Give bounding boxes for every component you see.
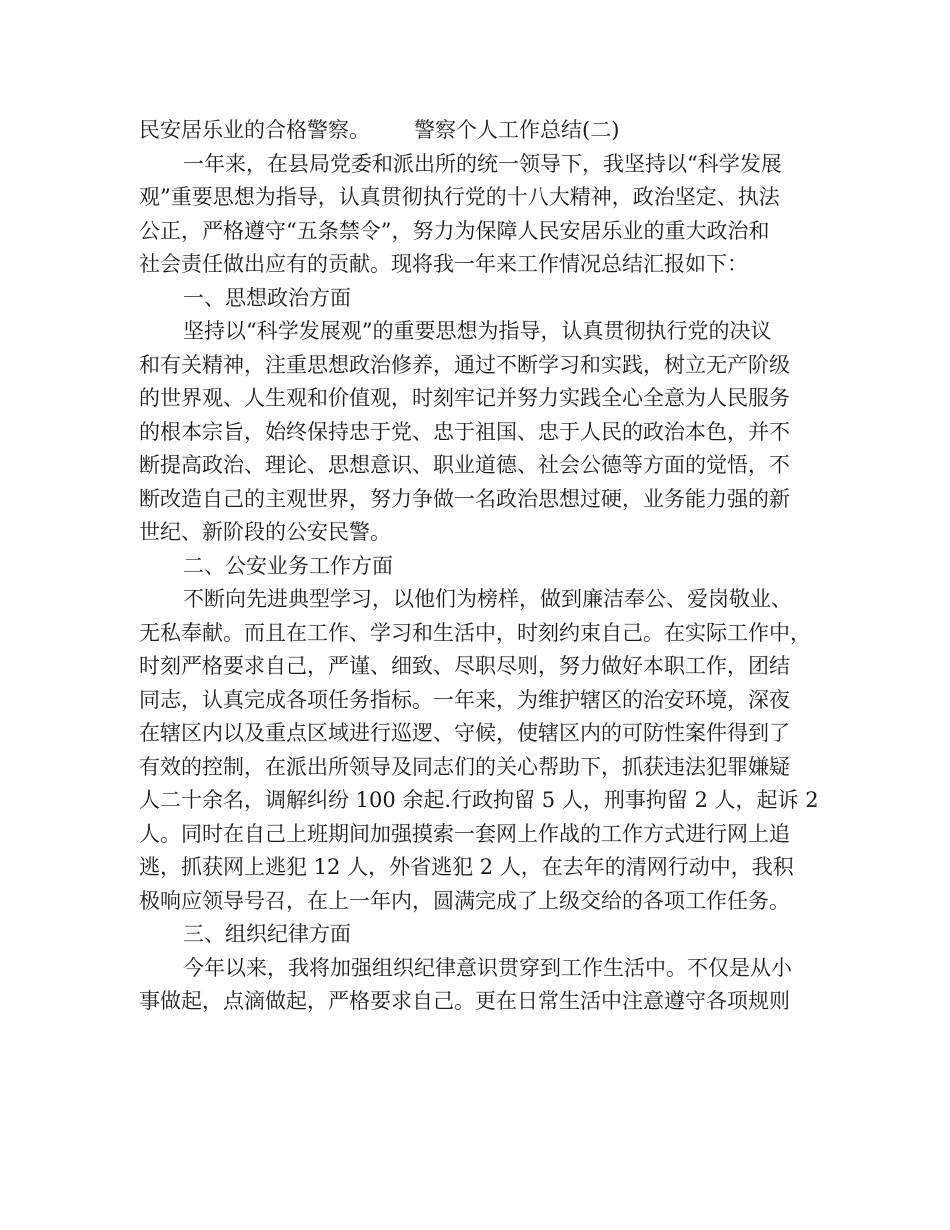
text-line: 的根本宗旨，始终保持忠于党、忠于祖国、忠于人民的政治本色，并不 [139, 419, 790, 444]
text-line: 人。同时在自己上班期间加强摸索一套网上作战的工作方式进行网上追 [139, 821, 790, 846]
text-line: 断改造自己的主观世界，努力争做一名政治思想过硬，业务能力强的新 [139, 486, 790, 511]
text-line: 观”重要思想为指导，认真贯彻执行党的十八大精神，政治坚定、执法 [139, 185, 780, 209]
text-line: 同志，认真完成各项任务指标。一年来，为维护辖区的治安环境，深夜 [139, 687, 790, 712]
text-line: 公正，严格遵守“五条禁令”，努力为保障人民安居乐业的重大政治和 [139, 218, 770, 243]
text-line: 坚持以“科学发展观”的重要思想为指导，认真贯彻执行党的决议 [183, 319, 772, 343]
text-line: 世纪、新阶段的公安民警。 [139, 520, 391, 544]
text-line: 一、思想政治方面 [183, 285, 351, 310]
text-line: 断提高政治、理论、思想意识、职业道德、社会公德等方面的觉悟，不 [139, 453, 790, 477]
text-line: 一年来，在县局党委和派出所的统一领导下，我坚持以“科学发展 [183, 151, 782, 176]
continuation-text: 民安居乐业的合格警察。 [139, 118, 370, 142]
first-line [139, 114, 829, 148]
text-line: 人二十余名，调解纠纷 100 余起.行政拘留 5 人，刑事拘留 2 人，起诉 2 [139, 788, 819, 812]
text-line: 社会责任做出应有的贡献。现将我一年来工作情况总结汇报如下： [139, 252, 748, 276]
document-body [139, 148, 829, 1019]
text-line: 无私奉献。而且在工作、学习和生活中，时刻约束自己。在实际工作中， [139, 620, 811, 645]
document-title: 警察个人工作总结(二) [414, 118, 620, 142]
text-line: 在辖区内以及重点区域进行巡逻、守候，使辖区内的可防性案件得到了 [139, 721, 790, 745]
text-line: 不断向先进典型学习，以他们为榜样，做到廉洁奉公、爱岗敬业、 [183, 587, 792, 611]
text-line: 逃，抓获网上逃犯 12 人，外省逃犯 2 人，在去年的清网行动中，我积 [139, 855, 794, 879]
document-page [139, 114, 829, 1019]
text-line: 和有关精神，注重思想政治修养，通过不断学习和实践，树立无产阶级 [139, 352, 790, 377]
text-line: 三、组织纪律方面 [183, 922, 351, 946]
text-line: 有效的控制，在派出所领导及同志们的关心帮助下，抓获违法犯罪嫌疑 [139, 754, 790, 779]
text-line: 今年以来，我将加强组织纪律意识贯穿到工作生活中。不仅是从小 [183, 955, 792, 980]
text-line: 事做起，点滴做起，严格要求自己。更在日常生活中注意遵守各项规则 [139, 989, 790, 1013]
text-line: 时刻严格要求自己，严谨、细致、尽职尽则，努力做好本职工作，团结 [139, 654, 790, 678]
text-line: 的世界观、人生观和价值观，时刻牢记并努力实践全心全意为人民服务 [139, 386, 790, 410]
text-line: 极响应领导号召，在上一年内，圆满完成了上级交给的各项工作任务。 [139, 888, 790, 913]
text-line: 二、公安业务工作方面 [183, 553, 393, 578]
